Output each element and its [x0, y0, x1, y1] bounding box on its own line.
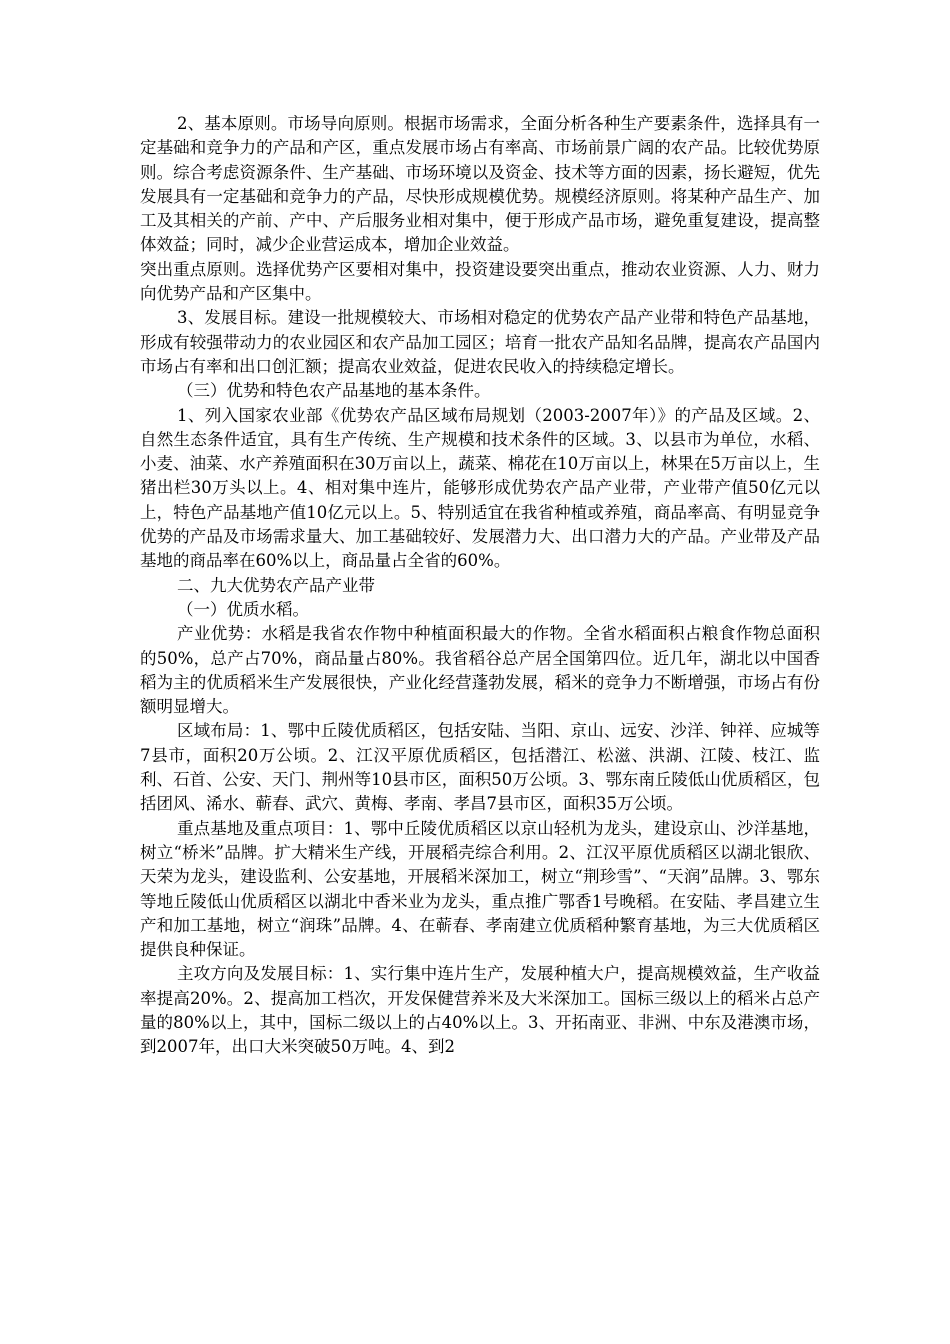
document-page: [140, 112, 820, 1060]
paragraph-regional-layout: 区域布局：1、鄂中丘陵优质稻区，包括安陆、当阳、京山、远安、沙洋、钟祥、应城等7县市，面积20万公顷。2、江汉平原优质稻区，包括潜江、松滋、洪湖、江陵、枝江、监利、石首、公安、天门、荆州等10县市区，面积50万公顷。3、鄂东南丘陵低山优质稻区，包括团风、浠水、蕲春、武穴、黄梅、孝南、孝昌7县市区，面积35万公顷。: [140, 721, 820, 814]
section-heading-nine-industry-belts: 二、九大优势农产品产业带: [177, 575, 375, 595]
paragraph-industry-advantage: 产业优势：水稻是我省农作物中种植面积最大的作物。全省水稻面积占粮食作物总面积的50%，总产占70%，商品量占80%。我省稻谷总产居全国第四位。近几年，湖北以中国香稻为主的优质稻米生产发展很快，产业化经营蓬勃发展，稻米的竞争力不断增强，市场占有份额明显增大。: [140, 624, 820, 717]
paragraph-development-goals: 3、发展目标。建设一批规模较大、市场相对稳定的优势农产品产业带和特色产品基地，形成有较强带动力的农业园区和农产品加工园区；培育一批农产品知名品牌，提高农产品国内市场占有率和出口创汇额；提高农业效益，促进农民收入的持续稳定增长。: [140, 308, 820, 376]
section-heading-base-conditions: （三）优势和特色农产品基地的基本条件。: [177, 381, 491, 401]
paragraph-base-conditions: 1、列入国家农业部《优势农产品区域布局规划（2003-2007年）》的产品及区域。2、自然生态条件适宜，具有生产传统、生产规模和技术条件的区域。3、以县市为单位，水稻、小麦、油菜、水产养殖面积在30万亩以上，蔬菜、棉花在10万亩以上，林果在5万亩以上，生猪出栏30万头以上。4、相对集中连片，能够形成优势农产品产业带，产业带产值50亿元以上，特色产品基地产值10亿元以上。5、特别适宜在我省种植或养殖，商品率高、有明显竞争优势的产品及市场需求量大、加工基础较好、发展潜力大、出口潜力大的产品。产业带及产品基地的商品率在60%以上，商品量占全省的60%。: [140, 405, 820, 571]
subsection-heading-quality-rice: （一）优质水稻。: [177, 599, 309, 619]
paragraph-key-bases-projects: 重点基地及重点项目：1、鄂中丘陵优质稻区以京山轻机为龙头，建设京山、沙洋基地，树立“桥米”品牌。扩大精米生产线，开展稻壳综合利用。2、江汉平原优质稻区以湖北银欣、天荣为龙头，建设监利、公安基地，开展稻米深加工，树立“荆珍雪”、“天润”品牌。3、鄂东等地丘陵低山优质稻区以湖北中香米业为龙头，重点推广鄂香1号晚稻。在安陆、孝昌建立生产和加工基地，树立“润珠”品牌。4、在蕲春、孝南建立优质稻种繁育基地，为三大优质稻区提供良种保证。: [140, 818, 820, 960]
paragraph-focus-principle: 突出重点原则。选择优势产区要相对集中，投资建设要突出重点，推动农业资源、人力、财力向优势产品和产区集中。: [140, 259, 820, 304]
paragraph-main-direction-goals: 主攻方向及发展目标：1、实行集中连片生产，发展种植大户，提高规模效益，生产收益率提高20%。2、提高加工档次，开发保健营养米及大米深加工。国标三级以上的稻米占总产量的80%以上，其中，国标二级以上的占40%以上。3、开拓南亚、非洲、中东及港澳市场，到2007年，出口大米突破50万吨。4、到2: [140, 964, 820, 1057]
paragraph-basic-principles: 2、基本原则。市场导向原则。根据市场需求，全面分析各种生产要素条件，选择具有一定基础和竞争力的产品和产区，重点发展市场占有率高、市场前景广阔的农产品。比较优势原则。综合考虑资源条件、生产基础、市场环境以及资金、技术等方面的因素，扬长避短，优先发展具有一定基础和竞争力的产品，尽快形成规模优势。规模经济原则。将某种产品生产、加工及其相关的产前、产中、产后服务业相对集中，便于形成产品市场，避免重复建设，提高整体效益；同时，减少企业营运成本，增加企业效益。: [140, 114, 820, 255]
